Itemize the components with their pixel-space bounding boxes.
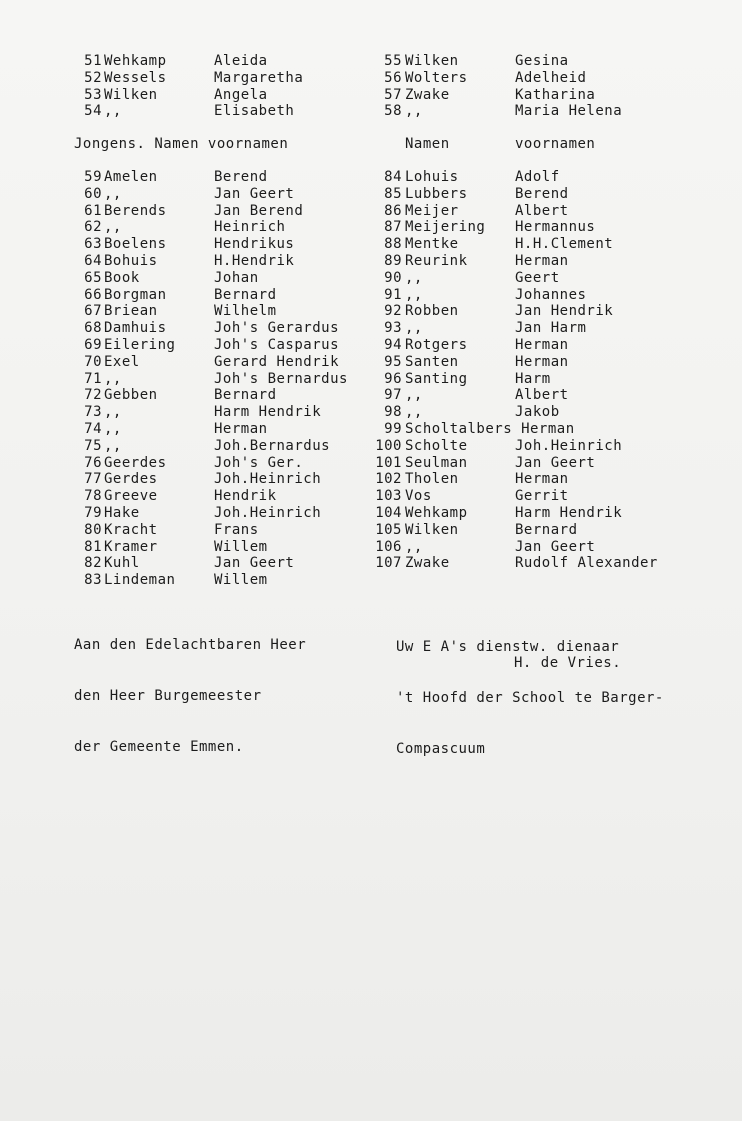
pupil-surname: Tholen (405, 471, 459, 488)
pupil-given-names: Adolf (515, 169, 560, 185)
pupil-number: 51 (84, 53, 102, 69)
pupil-number: 102 (375, 471, 402, 488)
list-row (0, 169, 742, 186)
list-row (0, 287, 742, 304)
pupil-given-names: Berend (214, 169, 268, 185)
pupil-surname: Meijer (405, 202, 459, 219)
pupil-surname: Wessels (104, 69, 167, 86)
pupil-given-names: Jan Berend (214, 202, 304, 219)
pupil-surname: Santen (405, 353, 459, 370)
pupil-given-names: Johan (214, 269, 259, 286)
pupil-surname: Vos (405, 488, 432, 505)
pupil-given-names: Willem (214, 572, 268, 589)
list-row (0, 505, 742, 522)
pupil-surname: Wolters (405, 69, 468, 86)
pupil-surname: Kuhl (104, 555, 140, 572)
pupil-surname: ,, (405, 387, 423, 404)
pupil-given-names: Herman (515, 471, 569, 488)
pupil-given-names: Joh's Gerardus (214, 320, 340, 337)
pupil-given-names: Jan Harm (515, 320, 587, 337)
pupil-given-names: Katharina (515, 86, 596, 103)
pupil-given-names: Rudolf Alexander (515, 555, 658, 572)
list-row (0, 421, 742, 438)
pupil-surname: ,, (104, 103, 122, 120)
pupil-number: 104 (375, 505, 402, 521)
pupil-given-names: Hendrik (214, 488, 277, 505)
pupil-surname: Scholte (405, 437, 468, 454)
sender-line: 't Hoofd der School te Barger- (396, 690, 664, 706)
pupil-surname: Wilken (104, 86, 158, 103)
pupil-number: 73 (84, 404, 102, 421)
boys-header-voornamen: voornamen (515, 136, 596, 152)
list-row (0, 455, 742, 472)
pupil-number: 94 (384, 337, 402, 353)
pupil-number: 58 (384, 103, 402, 120)
pupil-given-names: H.H.Clement (515, 236, 614, 253)
list-row (0, 87, 742, 104)
pupil-given-names: Joh's Bernardus (214, 370, 348, 387)
list-row (0, 236, 742, 253)
pupil-number: 78 (84, 488, 102, 505)
pupil-number: 88 (384, 236, 402, 253)
pupil-number: 99 (384, 421, 402, 437)
pupil-surname: Lohuis (405, 169, 459, 185)
pupil-given-names: Gesina (515, 53, 569, 69)
pupil-given-names: Angela (214, 86, 268, 103)
sender-line: Uw E A's dienstw. dienaar (396, 639, 620, 655)
pupil-given-names: Adelheid (515, 69, 587, 86)
pupil-given-names: Bernard (515, 521, 578, 538)
pupil-number: 106 (375, 538, 402, 555)
pupil-given-names: Heinrich (214, 219, 286, 236)
addressee-line: der Gemeente Emmen. (74, 739, 244, 755)
pupil-number: 95 (384, 353, 402, 370)
list-row (0, 539, 742, 556)
pupil-given-names: Harm Hendrik (214, 404, 322, 421)
pupil-given-names: Albert (515, 387, 569, 404)
pupil-surname: Book (104, 269, 140, 286)
pupil-given-names: Jakob (515, 404, 560, 421)
pupil-given-names: Maria Helena (515, 103, 623, 120)
pupil-number: 100 (375, 437, 402, 454)
pupil-surname: ,, (405, 404, 423, 421)
pupil-number: 54 (84, 103, 102, 120)
boys-header-namen: Namen (405, 136, 450, 152)
list-row (0, 337, 742, 354)
pupil-number: 81 (84, 538, 102, 555)
pupil-surname: Wilken (405, 53, 459, 69)
pupil-surname: Eilering (104, 337, 176, 353)
pupil-number: 74 (84, 421, 102, 437)
pupil-given-names: Gerrit (515, 488, 569, 505)
pupil-surname: ,, (405, 269, 423, 286)
pupil-number: 61 (84, 202, 102, 219)
boys-header-label: Jongens. Namen voornamen (74, 136, 289, 152)
pupil-number: 85 (384, 185, 402, 202)
pupil-number: 53 (84, 86, 102, 103)
pupil-surname: ,, (104, 185, 122, 202)
pupil-given-names: Bernard (214, 387, 277, 404)
list-row (0, 270, 742, 287)
pupil-number: 55 (384, 53, 402, 69)
pupil-given-names: Jan Hendrik (515, 303, 614, 320)
pupil-surname: Wilken (405, 521, 459, 538)
pupil-number: 96 (384, 370, 402, 387)
pupil-given-names: Jan Geert (214, 185, 295, 202)
pupil-given-names: Harm (515, 370, 551, 387)
pupil-surname: Wehkamp (104, 53, 167, 69)
pupil-surname: Mentke (405, 236, 459, 253)
list-row (0, 103, 742, 120)
pupil-given-names: Jan Geert (515, 538, 596, 555)
list-row (0, 555, 742, 572)
pupil-surname: Boelens (104, 236, 167, 253)
list-row (0, 404, 742, 421)
pupil-surname: ,, (405, 320, 423, 337)
pupil-given-names: Joh.Heinrich (515, 437, 623, 454)
pupil-number: 65 (84, 269, 102, 286)
list-row (0, 371, 742, 388)
pupil-surname: ,, (405, 286, 423, 303)
list-row (0, 522, 742, 539)
pupil-given-names: Bernard (214, 286, 277, 303)
list-row (0, 354, 742, 371)
pupil-surname: Berends (104, 202, 167, 219)
pupil-surname: ,, (104, 404, 122, 421)
pupil-given-names: Herman (214, 421, 268, 437)
pupil-given-names: Harm Hendrik (515, 505, 623, 521)
pupil-number: 80 (84, 521, 102, 538)
pupil-surname: Rotgers (405, 337, 468, 353)
pupil-surname: ,, (104, 370, 122, 387)
pupil-number: 105 (375, 521, 402, 538)
pupil-number: 66 (84, 286, 102, 303)
pupil-number: 60 (84, 185, 102, 202)
list-row (0, 320, 742, 337)
pupil-number: 103 (375, 488, 402, 505)
list-row (0, 219, 742, 236)
pupil-surname: Santing (405, 370, 468, 387)
sender-block (396, 605, 664, 792)
addressee-line: den Heer Burgemeester (74, 688, 262, 704)
list-row (0, 471, 742, 488)
pupil-surname: Lubbers (405, 185, 468, 202)
pupil-surname: Wehkamp (405, 505, 468, 521)
pupil-given-names: H.Hendrik (214, 253, 295, 269)
pupil-given-names: Berend (515, 185, 569, 202)
pupil-surname: Geerdes (104, 454, 167, 471)
pupil-given-names: Joh's Casparus (214, 337, 340, 353)
pupil-surname: Kracht (104, 521, 158, 538)
pupil-given-names: Frans (214, 521, 259, 538)
pupil-number: 93 (384, 320, 402, 337)
pupil-given-names: Jan Geert (515, 454, 596, 471)
pupil-surname: Exel (104, 353, 140, 370)
pupil-given-names: Hermannus (515, 219, 596, 236)
sender-line: Compascuum (396, 741, 486, 757)
pupil-number: 75 (84, 437, 102, 454)
pupil-surname: Lindeman (104, 572, 176, 589)
pupil-number: 83 (84, 572, 102, 589)
pupil-given-names: Geert (515, 269, 560, 286)
list-row (0, 387, 742, 404)
addressee-line: Aan den Edelachtbaren Heer (74, 637, 307, 653)
pupil-number: 70 (84, 353, 102, 370)
pupil-surname: ,, (104, 437, 122, 454)
pupil-number: 101 (375, 454, 402, 471)
pupil-number: 87 (384, 219, 402, 236)
pupil-given-names: Willem (214, 538, 268, 555)
list-row (0, 572, 742, 589)
pupil-number: 67 (84, 303, 102, 320)
pupil-number: 79 (84, 505, 102, 521)
list-row (0, 186, 742, 203)
pupil-number: 57 (384, 86, 402, 103)
pupil-number: 77 (84, 471, 102, 488)
pupil-number: 71 (84, 370, 102, 387)
list-row (0, 53, 742, 70)
pupil-number: 98 (384, 404, 402, 421)
pupil-surname: Meijering (405, 219, 486, 236)
pupil-surname: Scholtalbers Herman (405, 421, 575, 437)
pupil-number: 68 (84, 320, 102, 337)
list-row (0, 488, 742, 505)
boys-header (0, 136, 742, 153)
pupil-given-names: Joh's Ger. (214, 454, 304, 471)
pupil-given-names: Johannes (515, 286, 587, 303)
pupil-given-names: Herman (515, 253, 569, 269)
list-row (0, 203, 742, 220)
pupil-number: 91 (384, 286, 402, 303)
pupil-surname: Reurink (405, 253, 468, 269)
pupil-surname: Amelen (104, 169, 158, 185)
pupil-number: 52 (84, 69, 102, 86)
pupil-number: 89 (384, 253, 402, 269)
pupil-number: 86 (384, 202, 402, 219)
pupil-number: 62 (84, 219, 102, 236)
pupil-given-names: Wilhelm (214, 303, 277, 320)
pupil-number: 69 (84, 337, 102, 353)
pupil-surname: Zwake (405, 555, 450, 572)
addressee-block (74, 603, 306, 790)
list-row (0, 253, 742, 270)
pupil-surname: Briean (104, 303, 158, 320)
pupil-number: 63 (84, 236, 102, 253)
pupil-given-names: Gerard Hendrik (214, 353, 340, 370)
pupil-surname: Seulman (405, 454, 468, 471)
pupil-surname: Bohuis (104, 253, 158, 269)
list-row (0, 70, 742, 87)
pupil-given-names: Herman (515, 337, 569, 353)
pupil-number: 56 (384, 69, 402, 86)
pupil-surname: Greeve (104, 488, 158, 505)
pupil-given-names: Aleida (214, 53, 268, 69)
pupil-given-names: Margaretha (214, 69, 304, 86)
pupil-surname: ,, (405, 538, 423, 555)
pupil-number: 82 (84, 555, 102, 572)
pupil-surname: Hake (104, 505, 140, 521)
pupil-number: 76 (84, 454, 102, 471)
pupil-number: 97 (384, 387, 402, 404)
pupil-surname: Robben (405, 303, 459, 320)
pupil-number: 92 (384, 303, 402, 320)
pupil-given-names: Jan Geert (214, 555, 295, 572)
pupil-surname: ,, (104, 219, 122, 236)
pupil-given-names: Elisabeth (214, 103, 295, 120)
pupil-number: 90 (384, 269, 402, 286)
pupil-given-names: Herman (515, 353, 569, 370)
pupil-given-names: Albert (515, 202, 569, 219)
pupil-surname: ,, (405, 103, 423, 120)
pupil-surname: Kramer (104, 538, 158, 555)
pupil-number: 64 (84, 253, 102, 269)
pupil-number: 107 (375, 555, 402, 572)
pupil-surname: Zwake (405, 86, 450, 103)
pupil-number: 72 (84, 387, 102, 404)
pupil-number: 84 (384, 169, 402, 185)
list-row (0, 303, 742, 320)
pupil-surname: Gebben (104, 387, 158, 404)
pupil-given-names: Joh.Heinrich (214, 471, 322, 488)
signature: H. de Vries. (514, 655, 622, 671)
pupil-number: 59 (84, 169, 102, 185)
pupil-surname: Gerdes (104, 471, 158, 488)
list-row (0, 438, 742, 455)
pupil-surname: Damhuis (104, 320, 167, 337)
pupil-surname: Borgman (104, 286, 167, 303)
pupil-given-names: Joh.Bernardus (214, 437, 331, 454)
pupil-given-names: Hendrikus (214, 236, 295, 253)
pupil-given-names: Joh.Heinrich (214, 505, 322, 521)
pupil-surname: ,, (104, 421, 122, 437)
